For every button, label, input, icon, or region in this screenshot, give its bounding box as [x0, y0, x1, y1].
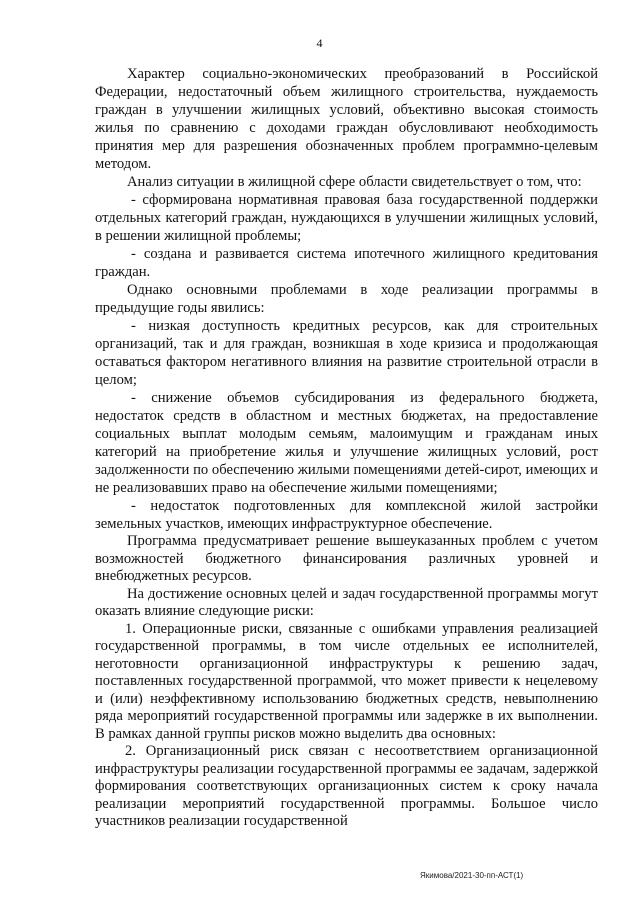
- risk-item-organizational: 2. Организационный риск связан с несоответствием организационной инфраструктуры реализации государственной программы ее задачам, задержкой формирования соответствующих организационных систем к сроку начала реализации мероприятий государственной программы. Большое число участников реализации государственной: [95, 743, 598, 829]
- paragraph-intro: Характер социально-экономических преобразований в Российской Федерации, недостаточный объем жилищного строительства, нуждаемость граждан в улучшении жилищных условий, объективно высокая стоимость жилья по сравнению с доходами граждан обусловливают необходимость принятия мер для разрешения обозначенных проблем программно-целевым методом.: [95, 66, 598, 172]
- paragraph-risks-intro: На достижение основных целей и задач государственной программы могут оказать влияние следующие риски:: [95, 585, 598, 619]
- paragraph-analysis: Анализ ситуации в жилищной сфере области свидетельствует о том, что:: [127, 174, 582, 190]
- document-body: [95, 65, 598, 831]
- list-item-subsidy-reduction: - снижение объемов субсидирования из федерального бюджета, недостаток средств в областном и местных бюджетах, на предоставление социальных выплат молодым семьям, малоимущим и гражданам иных категорий на приобретение жилья и улучшение жилищных условий, рост задолженности по обеспечению жилыми помещениями детей-сирот, имеющих и не реализовавших право на обеспечение жилыми помещениями;: [95, 390, 598, 496]
- document-footer-code: Якимова/2021-30-пп-АСТ(1): [420, 871, 524, 880]
- page-number: 4: [316, 36, 323, 50]
- paragraph-problems: Однако основными проблемами в ходе реализации программы в предыдущие годы явились:: [95, 282, 598, 316]
- list-item-land-shortage: - недостаток подготовленных для комплексной жилой застройки земельных участков, имеющих инфраструктурное обеспечение.: [95, 498, 598, 532]
- list-item-mortgage-system: - создана и развивается система ипотечного жилищного кредитования граждан.: [95, 246, 598, 280]
- risk-item-operational: 1. Операционные риски, связанные с ошибками управления реализацией государственной программы, в том числе отдельных ее исполнителей, неготовности организационной инфраструктуры к решению задач, поставленных государственной программой, что может привести к нецелевому и (или) неэффективному использованию бюджетных средств, невыполнению ряда мероприятий государственной программы или задержке в их выполнении. В рамках данной группы рисков можно выделить два основных:: [95, 620, 598, 742]
- list-item-legal-base: - сформирована нормативная правовая база государственной поддержки отдельных категорий граждан, нуждающихся в улучшении жилищных условий, в решении жилищной проблемы;: [95, 192, 598, 244]
- paragraph-program-solution: Программа предусматривает решение вышеуказанных проблем с учетом возможностей бюджетного финансирования различных уровней и внебюджетных ресурсов.: [95, 533, 598, 584]
- list-item-credit-availability: - низкая доступность кредитных ресурсов, как для строительных организаций, так и для граждан, возникшая в ходе кризиса и продолжающая оставаться фактором негативного влияния на развитие строительной отрасли в целом;: [95, 318, 598, 388]
